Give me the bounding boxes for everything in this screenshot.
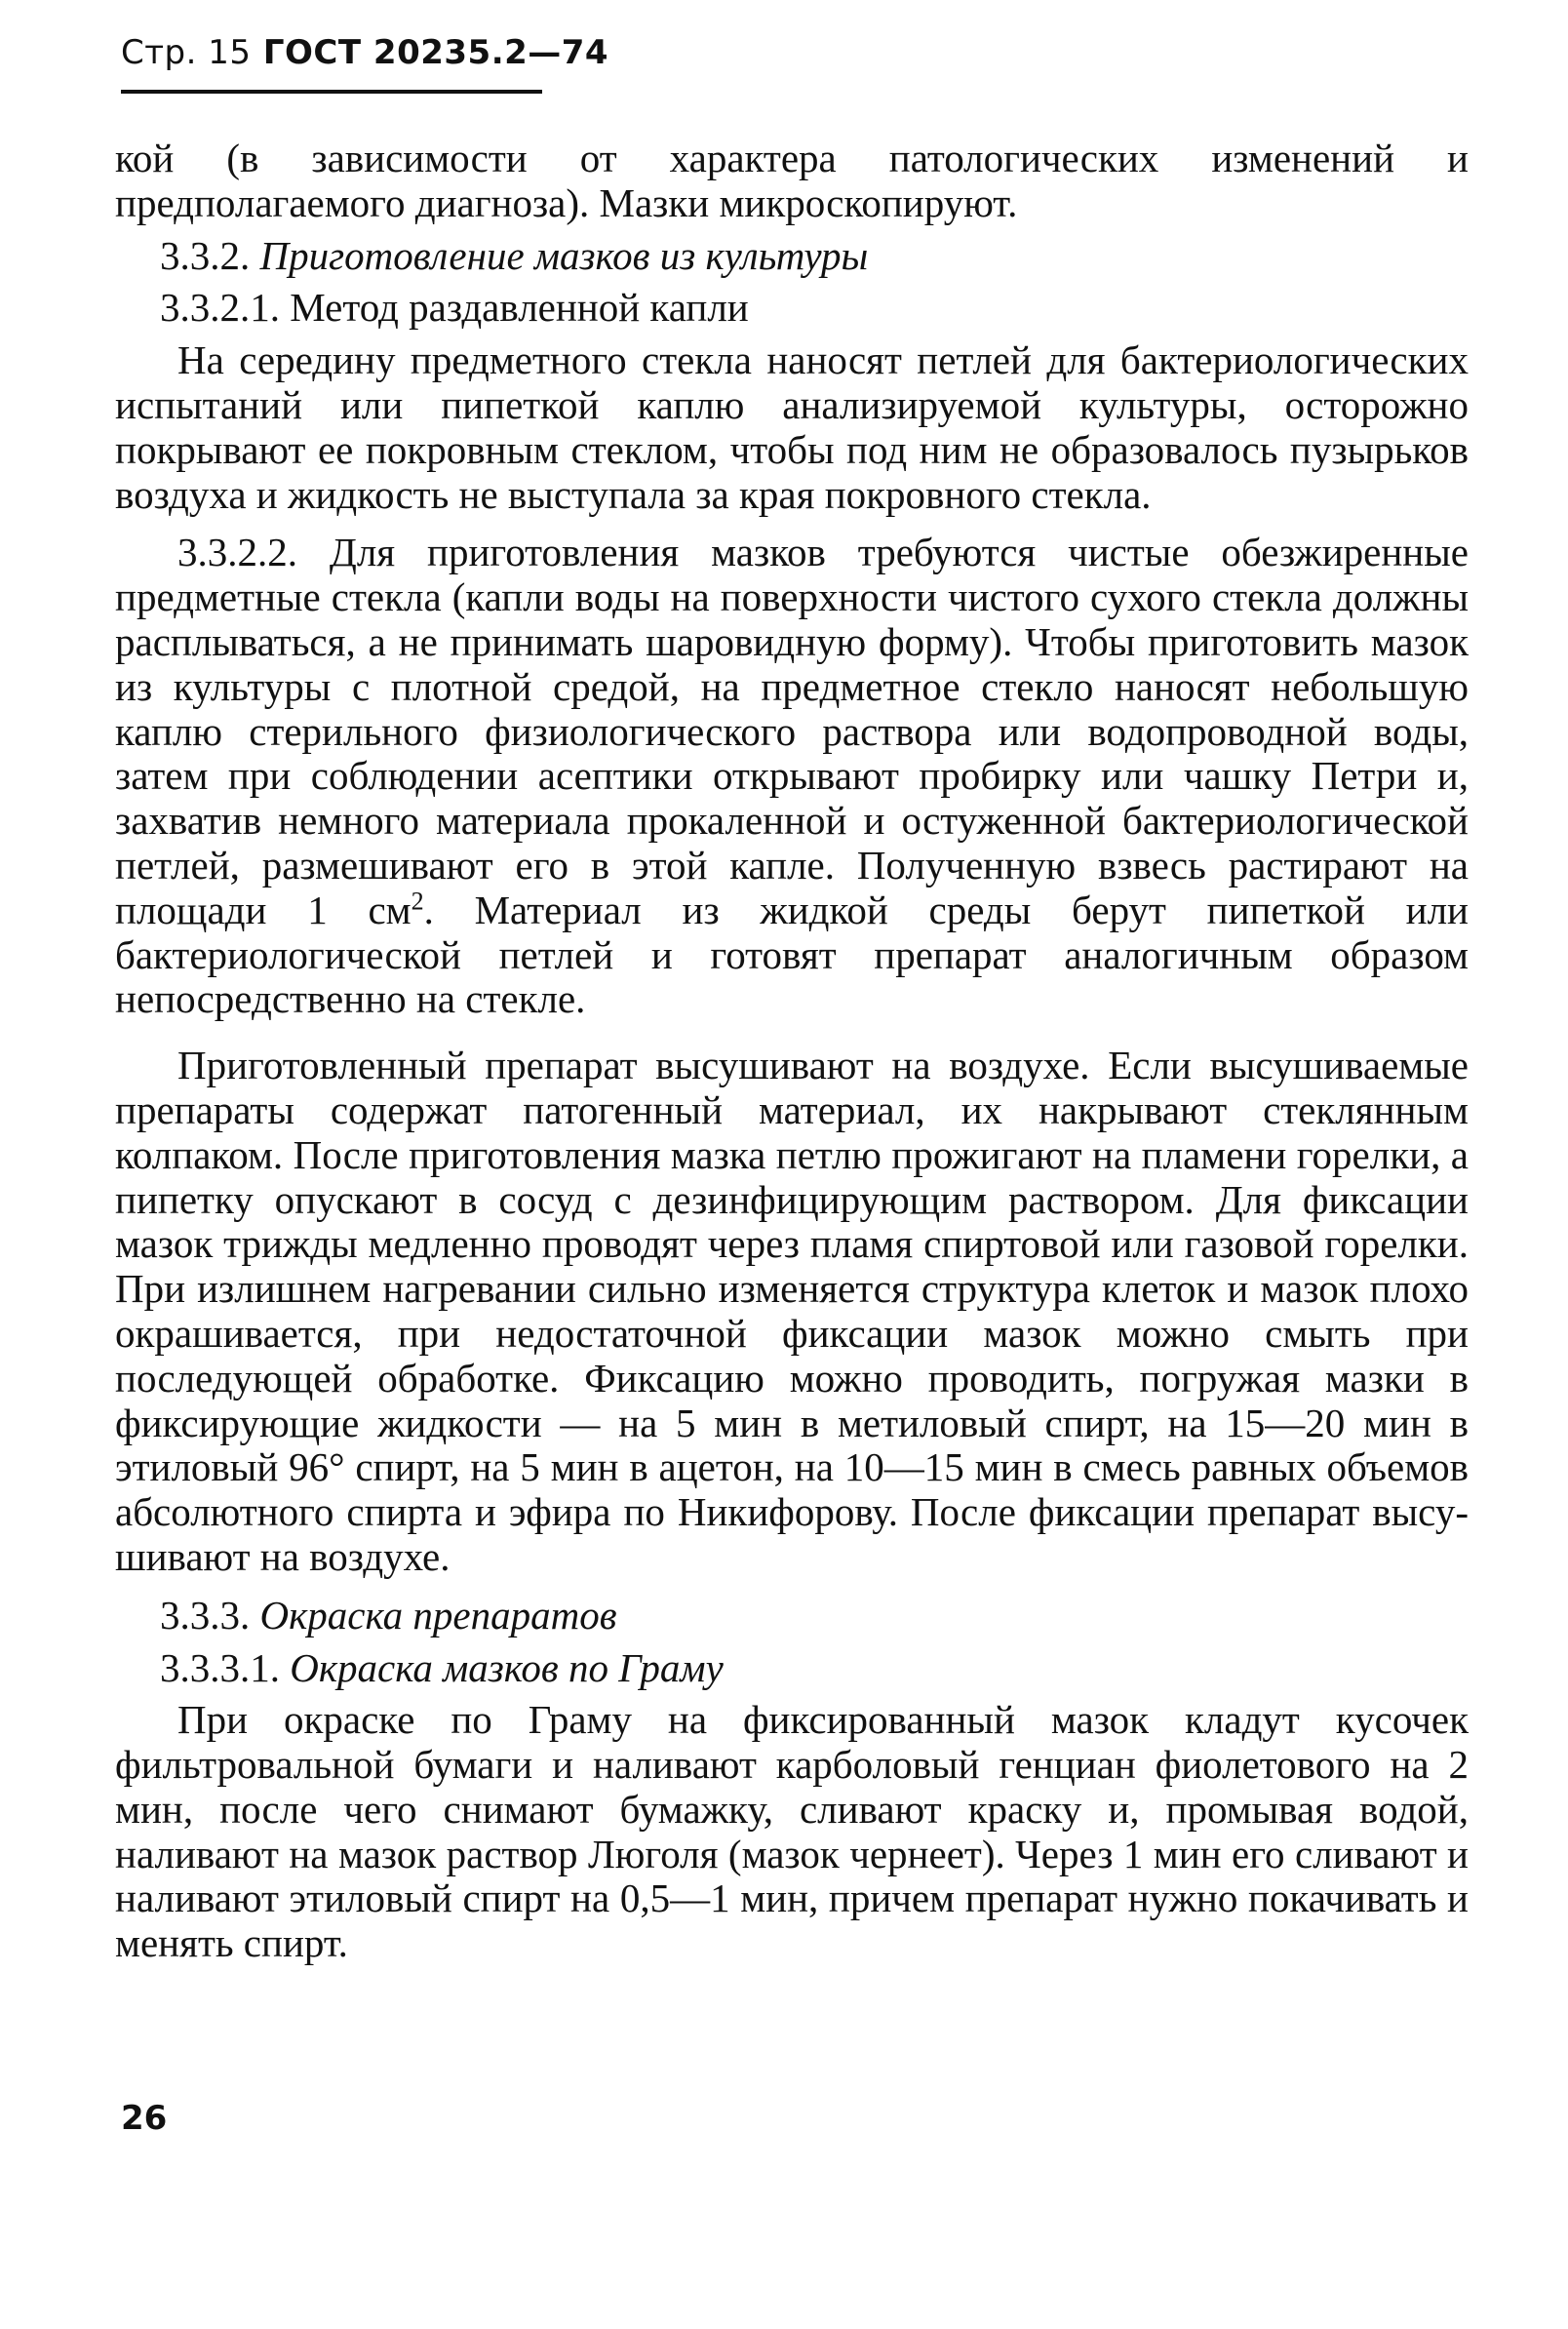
paragraph-gram-stain: При окраске по Граму на фиксированный мазок кладут кусочек фильтровальной бумаги и наливают карболовый генциан фиолетового на 2 мин, после чего снимают бумажку, сливают краску и, промывая водой, наливают на мазок раствор Люголя (мазок чернеет). Через 1 мин его сливают и наливают этиловый спирт на 0,5—1 мин, причем препарат нужно покачивать и менять спирт. <box>115 1697 1469 1966</box>
section-number: 3.3.2. <box>160 232 251 278</box>
section-heading-3-3-3 <box>115 1594 1469 1638</box>
section-title: Метод раздавленной капли <box>290 285 749 331</box>
paragraph-3-3-2-2 <box>115 531 1469 1022</box>
header-rule <box>121 90 542 94</box>
section-heading-3-3-2 <box>115 234 1469 279</box>
document-body <box>115 137 1469 1966</box>
paragraph-drying-fixation: Приготовленный препарат высушивают на воздухе. Если высушиваемые препараты содержат патогенный материал, их накрывают стеклянным колпаком. После приготовления мазка петлю прожигают на пламени горелки, а пипетку опускают в сосуд с дезинфицирующим раствором. Для фиксации мазок трижды медленно проводят через пламя спиртовой или газовой горелки. При излишнем нагревании сильно изменяется структура клеток и мазок плохо окрашивается, при недостаточной фиксации мазок можно смыть при последующей обработке. Фиксацию можно проводить, погружая мазки в фиксирующие жидкости — на 5 мин в метиловый спирт, на 15—20 мин в этиловый 96° спирт, на 5 мин в ацетон, на 10—15 мин в смесь равных объемов абсолютного спирта и эфира по Никифорову. После фиксации препарат высушивают на воздухе. <box>115 1043 1469 1579</box>
section-heading-3-3-2-1 <box>115 286 1469 331</box>
page-header <box>121 33 608 72</box>
paragraph-continuation: кой (в зависимости от характера патологических изменений и предполагаемого диагноза). Мазки микроскопируют. <box>115 136 1469 225</box>
section-heading-3-3-3-1 <box>115 1646 1469 1691</box>
header-page-ref: Стр. 15 <box>121 33 252 72</box>
section-number: 3.3.3. <box>160 1592 251 1638</box>
section-title: Приготовление мазков из культуры <box>259 232 869 278</box>
paragraph-text-after: . Материал из жидкой среды берут пипеткой или бактериологической петлей и готовят препарат аналогичным образом непосредственно на стекле. <box>115 887 1469 1022</box>
section-title: Окраска мазков по Граму <box>290 1644 724 1690</box>
page-number: 26 <box>121 2099 168 2138</box>
header-standard-title: ГОСТ 20235.2—74 <box>262 33 609 72</box>
section-number: 3.3.3.1. <box>160 1644 280 1690</box>
superscript: 2 <box>411 887 424 916</box>
section-number: 3.3.2.1. <box>160 285 280 331</box>
section-title: Окраска препаратов <box>259 1592 617 1638</box>
paragraph-text: 3.3.2.2. Для приготовления мазков требуются чистые обезжиренные предметные стекла (капли воды на поверхности чистого сухого стекла должны расплываться, а не принимать шаровидную форму). Чтобы приготовить мазок из культуры с плотной средой, на предметное стекло наносят небольшую каплю стерильного физиологического раствора или водопроводной воды, затем при соблюдении асептики открывают пробирку или чашку Петри и, захватив немного материала прокаленной и остуженной бактериологической петлей, размешивают его в этой капле. Полученную взвесь растирают на площади 1 см <box>115 530 1469 932</box>
paragraph-hanging-drop: На середину предметного стекла наносят петлей для бактериологических испытаний или пипеткой каплю анализируемой культуры, осторожно покрывают ее покровным стеклом, чтобы под ним не образовалось пузырьков воздуха и жидкость не выступала за края покровного стекла. <box>115 337 1469 517</box>
